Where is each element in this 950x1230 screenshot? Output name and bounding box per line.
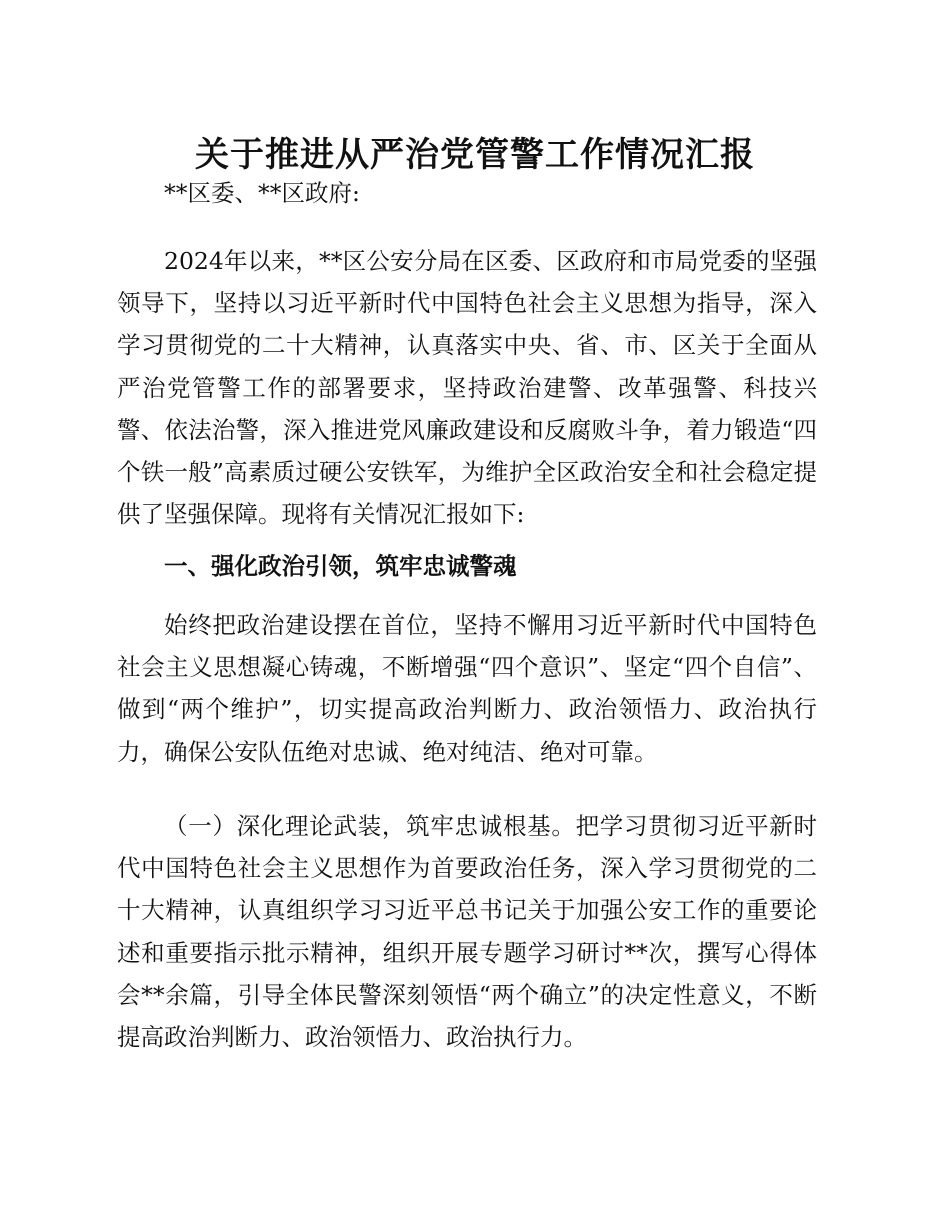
- document-title: 关于推进从严治党管警工作情况汇报: [195, 135, 755, 175]
- intro-paragraph: 2024年以来，**区公安分局在区委、区政府和市局党委的坚强领导下，坚持以习近平新时代中国特色社会主义思想为指导，深入学习贯彻党的二十大精神，认真落实中央、省、市、区关于全面从严治党管警工作的部署要求，坚持政治建警、改革强警、科技兴警、依法治警，深入推进党风廉政建设和反腐败斗争，着力锻造“四个铁一般”高素质过硬公安铁军，为维护全区政治安全和社会稳定提供了坚强保障。现将有关情况汇报如下:: [117, 247, 817, 529]
- salutation: **区委、**区政府:: [164, 179, 360, 207]
- section-1-paragraph: 始终把政治建设摆在首位，坚持不懈用习近平新时代中国特色社会主义思想凝心铸魂，不断增强“四个意识”、坚定“四个自信”、做到“两个维护”，切实提高政治判断力、政治领悟力、政治执行力，确保公安队伍绝对忠诚、绝对纯洁、绝对可靠。: [117, 611, 817, 766]
- section-heading-1: 一、强化政治引领，筑牢忠诚警魂: [164, 552, 517, 580]
- subsection-1-paragraph: （一）深化理论武装，筑牢忠诚根基。把学习贯彻习近平新时代中国特色社会主义思想作为首要政治任务，深入学习贯彻党的二十大精神，认真组织学习习近平总书记关于加强公安工作的重要论述和重要指示批示精神，组织开展专题学习研讨**次，撰写心得体会**余篇，引导全体民警深刻领悟“两个确立”的决定性意义，不断提高政治判断力、政治领悟力、政治执行力。: [117, 812, 817, 1052]
